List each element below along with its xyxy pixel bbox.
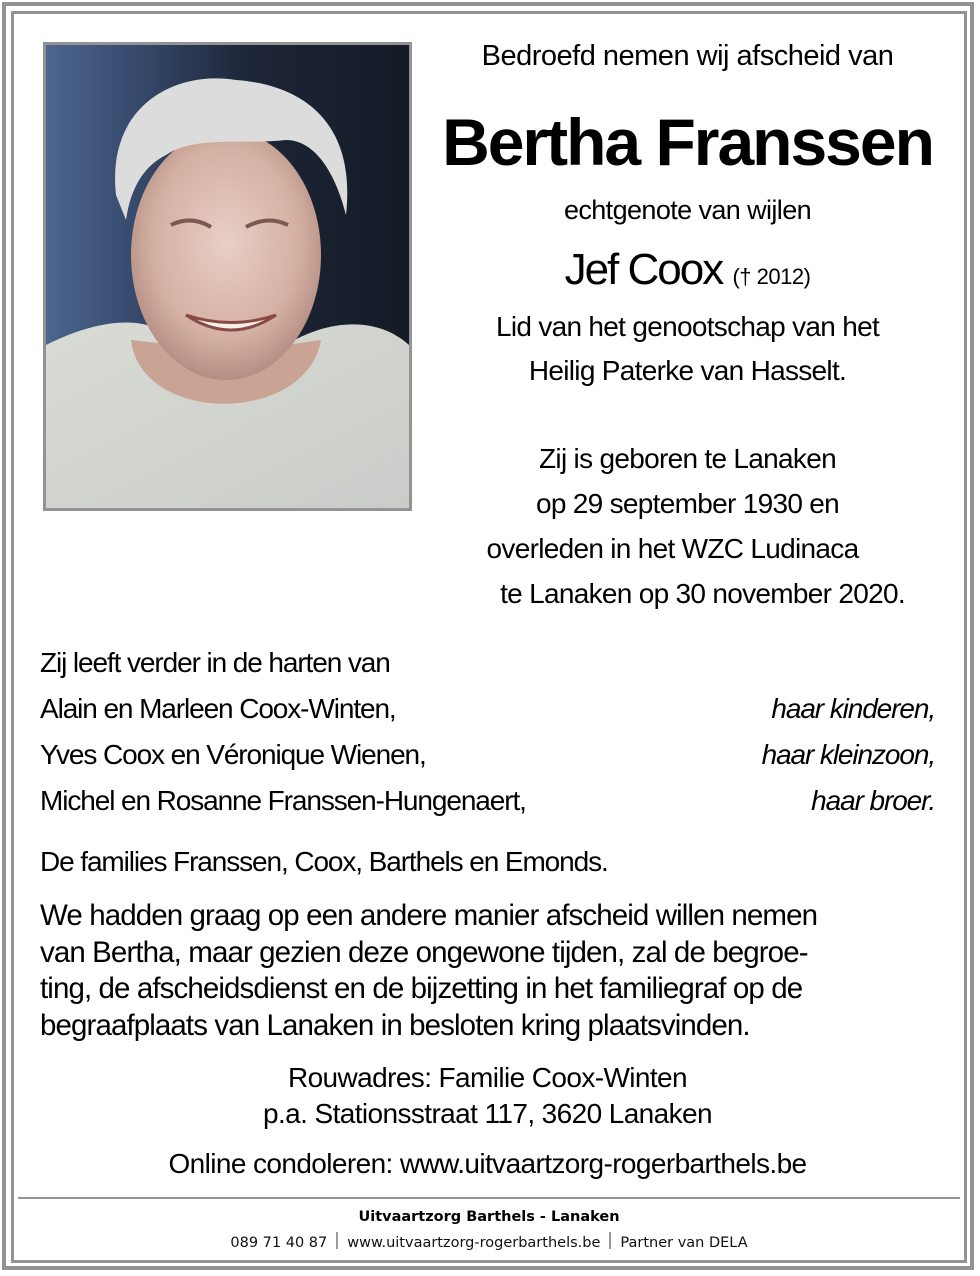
intro-text: Bedroefd nemen wij afscheid van [481,40,894,72]
spouse-death-year: († 2012) [732,264,811,289]
survivor-names: Yves Coox en Véronique Wienen, [40,739,426,770]
address-line: p.a. Stationsstraat 117, 3620 Lanaken [263,1098,712,1129]
spouse-label: echtgenote van wijlen [563,195,812,225]
bio-line: te Lanaken op 30 november 2020. [500,578,905,609]
address-line: Rouwadres: Familie Coox-Winten [287,1062,688,1093]
families-line: De families Franssen, Coox, Barthels en Emonds. [40,846,608,877]
birth-death-details [430,436,945,616]
farewell-message [40,898,935,1044]
message-line: We hadden graag op een andere manier afscheid willen nemen [40,899,818,932]
portrait-photo [43,42,412,511]
deceased-name: Bertha Franssen [442,105,933,179]
survivor-row [40,778,935,824]
survivor-row [40,732,935,778]
survivor-relation: haar broer. [811,785,935,816]
spouse-name: Jef Coox [564,245,723,294]
bio-line: Zij is geboren te Lanaken [539,443,836,474]
phone-number[interactable]: 089 71 40 87 [230,1235,328,1251]
society-membership [430,305,945,393]
website-link[interactable]: www.uitvaartzorg-rogerbarthels.be [347,1235,601,1251]
portrait-icon [46,45,409,508]
bio-line: op 29 september 1930 en [535,488,840,519]
mourning-address [40,1060,935,1132]
message-line: begraafplaats van Lanaken in besloten kring plaatsvinden. [40,1008,750,1042]
society-line: Lid van het genootschap van het [495,311,880,342]
message-line: van Bertha, maar gezien deze ongewone tijden, zal de begroe- [40,935,808,969]
message-line: ting, de afscheidsdienst en de bijzetting in het familiegraf op de [40,972,803,1005]
survivor-relation: haar kinderen, [771,693,935,724]
survivors-intro: Zij leeft verder in de harten van [40,647,390,678]
online-condolence-link[interactable]: Online condoleren: www.uitvaartzorg-rogerbarthels.be [168,1148,807,1179]
survivor-relation: haar kleinzoon, [761,739,935,770]
survivor-row [40,686,935,732]
bio-line: overleden in het WZC Ludinaca [486,533,859,564]
survivors-list [40,640,935,824]
survivor-names: Michel en Rosanne Franssen-Hungenaert, [40,785,526,816]
partner-text: Partner van DELA [620,1235,748,1251]
society-line: Heilig Paterke van Hasselt. [528,355,847,386]
separator [336,1232,338,1249]
footer-divider [18,1197,960,1199]
survivor-names: Alain en Marleen Coox-Winten, [40,693,396,724]
separator [609,1232,611,1249]
funeral-home-name: Uitvaartzorg Barthels - Lanaken [358,1209,620,1225]
funeral-home-contact [18,1232,960,1251]
spouse-line [430,238,945,309]
